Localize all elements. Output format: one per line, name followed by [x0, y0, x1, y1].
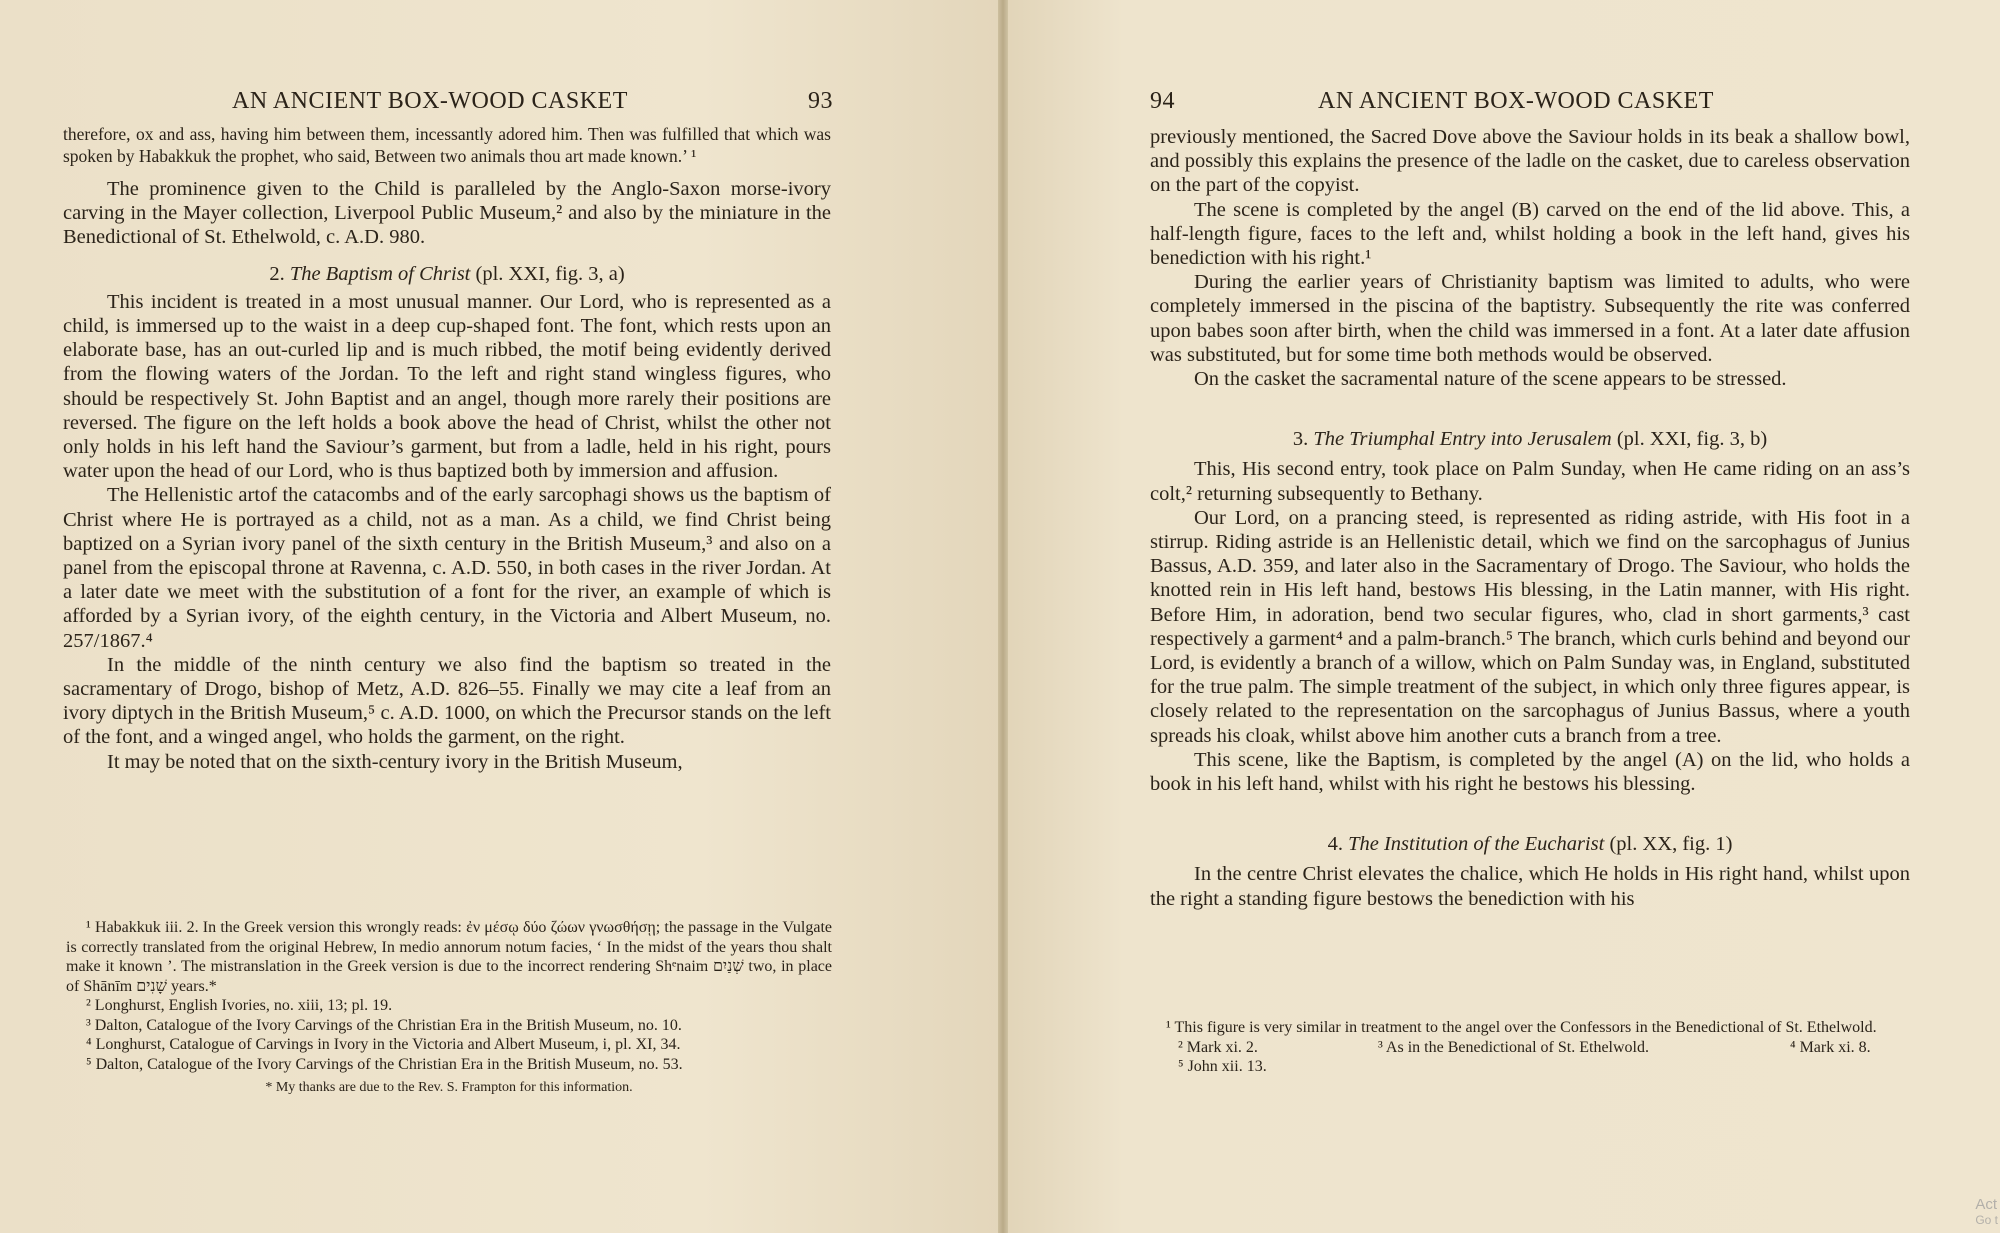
left-running-header — [232, 88, 628, 115]
paragraph-entry-2: Our Lord, on a prancing steed, is represented as riding astride, with His foot in a stirrup. Riding astride is an Hellenistic detail, which we find on the sarcophagus of Junius Bassus, A.D. 359, and later also in the Sacramentary of Drogo. The Saviour, who holds the knotted rein in His left hand, bestows His blessing, in the Latin manner, with His right. Before Him, in adoration, bend two secular figures, who, clad in short garments,³ cast respectively a garment⁴ and a palm-branch.⁵ The branch, which curls behind and beyond our Lord, is evidently a branch of a willow, which on Palm Sunday was, in England, substituted for the true palm. The simple treatment of the subject, in which only three figures appear, is closely related to the representation on the sarcophagus of Junius Bassus, where a youth spreads his cloak, whilst above him another cuts a branch from a tree. — [1150, 506, 1910, 747]
right-running-header — [1318, 88, 1714, 115]
paragraph-scene: The scene is completed by the angel (B) carved on the end of the lid above. This, a half-length figure, faces to the left and, whilst holding a book in the left hand, gives his benediction with his right.¹ — [1150, 198, 1910, 270]
section-heading-eucharist: 4. The Institution of the Eucharist (pl. XX, fig. 1) — [1327, 833, 1733, 856]
paragraph-eucharist: In the centre Christ elevates the chalice, which He holds in His right hand, whilst upon the right a standing figure bestows the benediction with his — [1150, 863, 1910, 910]
paragraph-baptism-1: This incident is treated in a most unusual manner. Our Lord, who is represented as a child, is immersed up to the waist in a deep cup-shaped font. The font, which rests upon an elaborate base, has an out-curled lip and is much ribbed, the motif being evidently derived from the flowing waters of the Jordan. To the left and right stand wingless figures, who should be respectively St. John Baptist and an angel, though more rarely their positions are reversed. The figure on the left holds a book above the head of Christ, whilst the other not only holds in his left hand the Saviour’s garment, but from a ladle, held in his right, pours water upon the head of our Lord, who is thus baptized both by immersion and affusion. — [63, 290, 831, 483]
footnote-r1: ¹ This figure is very similar in treatment to the angel over the Confessors in the Benedictional of St. Ethelwold. — [1166, 1019, 1877, 1036]
right-footnotes — [1146, 1018, 1906, 1077]
paragraph-entry-3: This scene, like the Baptism, is completed by the angel (A) on the lid, who holds a book in his left hand, whilst with his right he bestows his blessing. — [1150, 748, 1910, 796]
quote-end: therefore, ox and ass, having him between them, incessantly adored him. Then was fulfilled that which was spoken by Habakkuk the prophet, who said, Between two animals thou art made known.’ ¹ — [63, 124, 831, 166]
left-footnotes — [66, 918, 832, 1098]
footnote-3: ³ Dalton, Catalogue of the Ivory Carvings of the Christian Era in the British Museum, no. 10. — [86, 1016, 682, 1034]
footnote-r5: ⁵ John xii. 13. — [1178, 1058, 1267, 1075]
footnote-4: ⁴ Longhurst, Catalogue of Carvings in Ivory in the Victoria and Albert Museum, i, pl. XI, 34. — [86, 1036, 681, 1053]
footnote-1: ¹ Habakkuk iii. 2. In the Greek version this wrongly reads: ἐν μέσῳ δύο ζώων γνωσθήσῃ; the passage in the Vulgate is correctly translated from the original Hebrew, In medio annorum notum facies, ‘ In the midst of the years thou shalt make it known ’. The mistranslation in the Greek version is due to the incorrect rendering Shᵉnaim שְׁנַיִם two, in place of Shānīm שָׁנִים years.* — [66, 919, 832, 995]
left-page-number: 93 — [808, 88, 833, 114]
paragraph-prominence: The prominence given to the Child is paralleled by the Anglo-Saxon morse-ivory carving in the Mayer collection, Liverpool Public Museum,² and also by the miniature in the Benedictional of St. Ethelwold, c. A.D. 980. — [63, 178, 831, 249]
footnote-row — [1146, 1038, 1906, 1058]
footnote-5: ⁵ Dalton, Catalogue of the Ivory Carvings of the Christian Era in the British Museum, no. 53. — [86, 1055, 683, 1073]
left-header-title: AN ANCIENT BOX-WOOD CASKET — [232, 88, 628, 114]
paragraph-baptism-3: In the middle of the ninth century we also find the baptism so treated in the sacramentary of Drogo, bishop of Metz, A.D. 826–55. Finally we may cite a leaf from an ivory diptych in the British Museum,⁵ c. A.D. 1000, on which the Precursor stands on the left of the font, and a winged angel, who holds the garment, on the right. — [63, 653, 831, 749]
book-gutter — [998, 0, 1008, 1233]
paragraph-baptism-4: It may be noted that on the sixth-century ivory in the British Museum, — [107, 750, 683, 773]
paragraph-baptism-2: The Hellenistic artof the catacombs and of the early sarcophagi shows us the baptism of Christ where He is portrayed as a child, not as a man. As a child, we find Christ being baptized on a Syrian ivory panel of the sixth century in the British Museum,³ and also on a panel from the episcopal throne at Ravenna, c. A.D. 550, in both cases in the river Jordan. At a later date we meet with the substitution of a font for the river, an example of which is afforded by a Syrian ivory, of the eighth century, in the Victoria and Albert Museum, no. 257/1867.⁴ — [63, 484, 831, 652]
paragraph-continued: previously mentioned, the Sacred Dove above the Saviour holds in its beak a shallow bowl, and possibly this explains the presence of the ladle on the casket, due to careless observation on the part of the copyist. — [1150, 126, 1910, 197]
right-header-title: AN ANCIENT BOX-WOOD CASKET — [1318, 88, 1714, 114]
footnote-r3: ³ As in the Benedictional of St. Ethelwold. — [1378, 1038, 1649, 1056]
right-page-number: 94 — [1150, 88, 1175, 114]
footnote-r4: ⁴ Mark xi. 8. — [1790, 1038, 1871, 1056]
footnote-thanks: * My thanks are due to the Rev. S. Frampton for this information. — [265, 1080, 633, 1095]
footnote-2: ² Longhurst, English Ivories, no. xiii, 13; pl. 19. — [86, 997, 393, 1014]
left-body — [63, 124, 831, 774]
section-heading-triumphal-entry: 3. The Triumphal Entry into Jerusalem (pl. XXI, fig. 3, b) — [1292, 428, 1768, 451]
paragraph-casket: On the casket the sacramental nature of the scene appears to be stressed. — [1194, 368, 1787, 391]
paragraph-entry-1: This, His second entry, took place on Palm Sunday, when He came riding on an ass’s colt,² returning subsequently to Bethany. — [1150, 458, 1910, 505]
activation-watermark: Act Go t — [1975, 1196, 1998, 1227]
right-body — [1150, 125, 1910, 911]
paragraph-early-years: During the earlier years of Christianity baptism was limited to adults, who were completely immersed in the piscina of the baptistry. Subsequently the rite was conferred upon babes soon after birth, when the child was immersed in a font. At a later date affusion was substituted, but for some time both methods would be observed. — [1150, 271, 1910, 366]
section-heading-baptism: 2. The Baptism of Christ (pl. XXI, fig. 3, a) — [269, 262, 625, 285]
footnote-r2: ² Mark xi. 2. — [1178, 1038, 1258, 1056]
